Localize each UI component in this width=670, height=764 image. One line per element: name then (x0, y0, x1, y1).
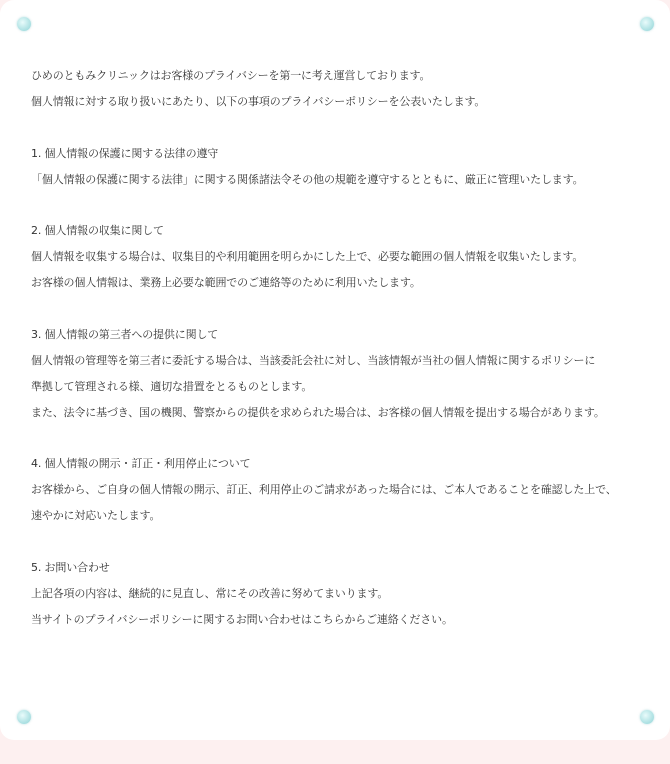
section-line: 個人情報の管理等を第三者に委託する場合は、当該委託会社に対し、当該情報が当社の個人情報に関するポリシーに (31, 353, 596, 367)
corner-dot-icon (17, 17, 31, 31)
section-line: お客様の個人情報は、業務上必要な範囲でのご連絡等のために利用いたします。 (31, 276, 421, 290)
section-line: 「個人情報の保護に関する法律」に関する関係諸法令その他の規範を遵守するとともに、厳正に管理いたします。 (31, 172, 584, 186)
privacy-policy-text (31, 67, 656, 637)
section-line: 上記各項の内容は、継続的に見直し、常にその改善に努めてまいります。 (31, 586, 389, 600)
section-line: 当サイトのプライバシーポリシーに関するお問い合わせはこちらからご連絡ください。 (31, 612, 453, 626)
section-heading: 4. 個人情報の開示・訂正・利用停止について (31, 457, 251, 471)
intro-line: 個人情報に対する取り扱いにあたり、以下の事項のプライバシーポリシーを公表いたします。 (31, 94, 486, 108)
corner-dot-icon (17, 710, 31, 724)
section-line: 速やかに対応いたします。 (31, 509, 161, 523)
section-heading: 3. 個人情報の第三者への提供に関して (31, 327, 219, 341)
section-line: 個人情報を収集する場合は、収集目的や利用範囲を明らかにした上で、必要な範囲の個人情報を収集いたします。 (31, 250, 584, 264)
section-line: 準拠して管理される様、適切な措置をとるものとします。 (31, 379, 313, 393)
corner-dot-icon (640, 710, 654, 724)
section-line: また、法令に基づき、国の機関、警察からの提供を求められた場合は、お客様の個人情報を提出する場合があります。 (31, 405, 605, 419)
section-line: お客様から、ご自身の個人情報の開示、訂正、利用停止のご請求があった場合には、ご本人であることを確認した上で、 (31, 483, 617, 497)
section-heading: 5. お問い合わせ (31, 560, 110, 574)
intro-line: ひめのともみクリニックはお客様のプライバシーを第一に考え運営しております。 (31, 69, 431, 82)
corner-dot-icon (640, 17, 654, 31)
section-heading: 1. 個人情報の保護に関する法律の遵守 (31, 146, 219, 160)
section-heading: 2. 個人情報の収集に関して (31, 224, 164, 238)
